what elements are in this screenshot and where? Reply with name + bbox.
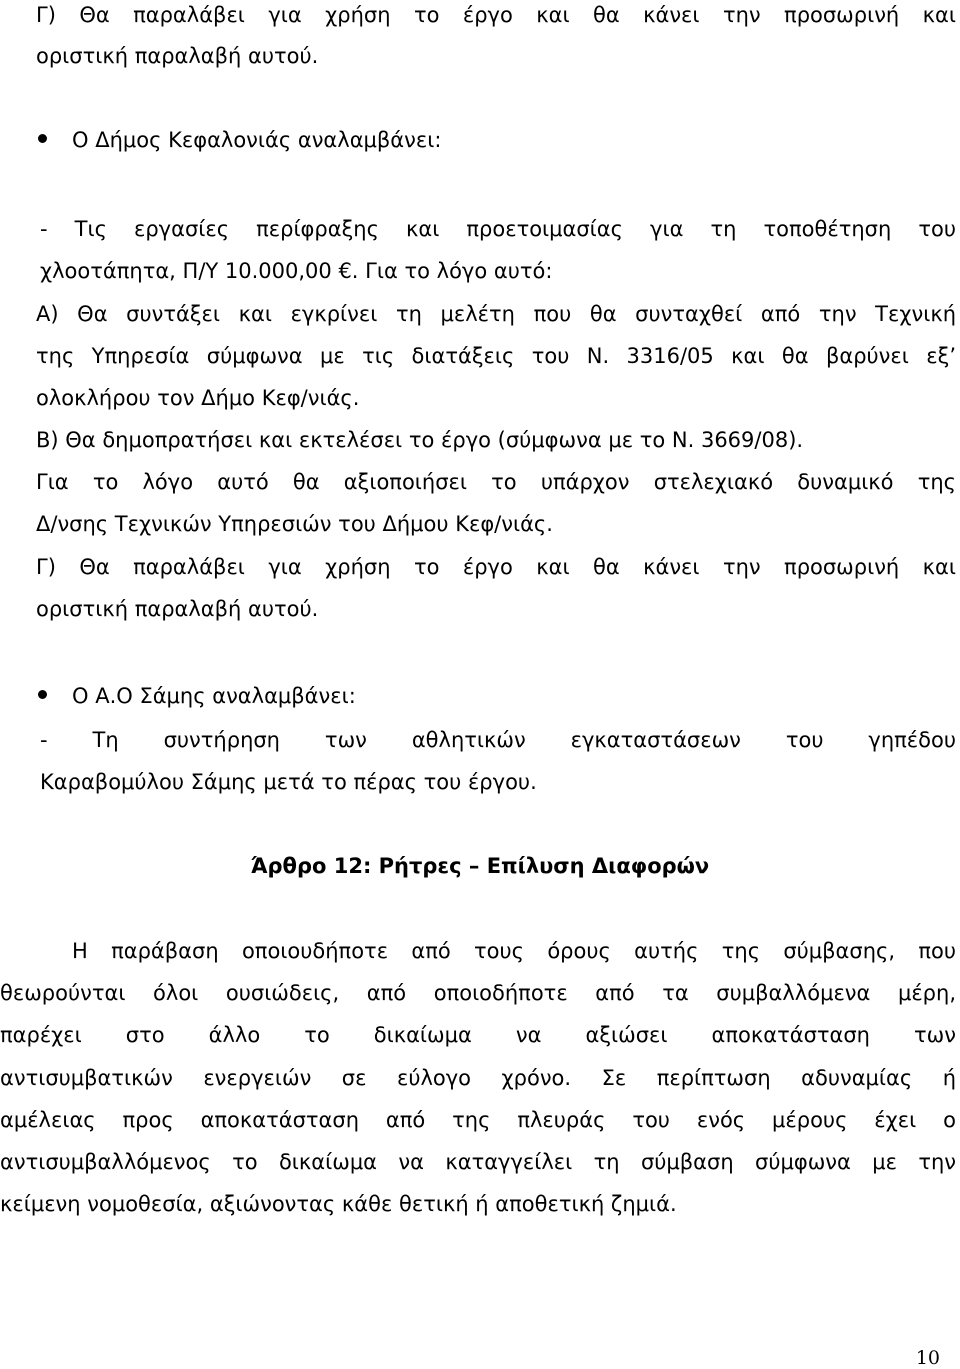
paragraph-line: Καραβομύλου Σάμης μετά το πέρας του έργου. — [40, 770, 537, 794]
paragraph-line: αμέλειας προς αποκατάσταση από της πλευράς του ενός μέρους έχει ο — [0, 1108, 956, 1132]
bullet-title: Ο Δήμος Κεφαλονιάς αναλαμβάνει: — [72, 128, 442, 152]
paragraph-line: οριστική παραλαβή αυτού. — [36, 597, 319, 621]
paragraph-line: χλοοτάπητα, Π/Υ 10.000,00 €. Για το λόγο αυτό: — [40, 259, 553, 283]
paragraph-line: ολοκλήρου τον Δήμο Κεφ/νιάς. — [36, 386, 360, 410]
paragraph-line: Α) Θα συντάξει και εγκρίνει τη μελέτη που θα συνταχθεί από την Τεχνική — [36, 302, 956, 326]
paragraph-line: αντισυμβατικών ενεργειών σε εύλογο χρόνο. Σε περίπτωση αδυναμίας ή — [0, 1066, 956, 1090]
bullet-icon — [38, 690, 47, 699]
paragraph-line: θεωρούνται όλοι ουσιώδεις, από οποιοδήποτε από τα συμβαλλόμενα μέρη, — [0, 981, 956, 1005]
paragraph-line: Γ) Θα παραλάβει για χρήση το έργο και θα κάνει την προσωρινή και — [36, 3, 956, 27]
paragraph-line: Δ/νσης Τεχνικών Υπηρεσιών του Δήμου Κεφ/νιάς. — [36, 512, 553, 536]
paragraph-line: παρέχει στο άλλο το δικαίωμα να αξιώσει αποκατάσταση των — [0, 1023, 956, 1047]
paragraph-line: - Τις εργασίες περίφραξης και προετοιμασίας για τη τοποθέτηση του — [40, 217, 956, 241]
bullet-icon — [38, 134, 47, 143]
paragraph-line: Β) Θα δημοπρατήσει και εκτελέσει το έργο (σύμφωνα με το Ν. 3669/08). — [36, 428, 804, 452]
paragraph-line: οριστική παραλαβή αυτού. — [36, 44, 319, 68]
bullet-title: Ο Α.Ο Σάμης αναλαμβάνει: — [72, 684, 356, 708]
paragraph-line: αντισυμβαλλόμενος το δικαίωμα να καταγγείλει τη σύμβαση σύμφωνα με την — [0, 1150, 956, 1174]
paragraph-line: - Τη συντήρηση των αθλητικών εγκαταστάσεων του γηπέδου — [40, 728, 956, 752]
paragraph-line: Γ) Θα παραλάβει για χρήση το έργο και θα κάνει την προσωρινή και — [36, 555, 956, 579]
paragraph-line: Η παράβαση οποιουδήποτε από τους όρους αυτής της σύμβασης, που — [72, 939, 956, 963]
paragraph-line: της Υπηρεσία σύμφωνα με τις διατάξεις του Ν. 3316/05 και θα βαρύνει εξ’ — [36, 344, 956, 368]
paragraph-line: Για το λόγο αυτό θα αξιοποιήσει το υπάρχον στελεχιακό δυναμικό της — [36, 470, 956, 494]
article-heading: Άρθρο 12: Ρήτρες – Επίλυση Διαφορών — [250, 854, 710, 878]
paragraph-line: κείμενη νομοθεσία, αξιώνοντας κάθε θετική ή αποθετική ζημιά. — [0, 1192, 677, 1216]
page-number: 10 — [915, 1347, 940, 1369]
